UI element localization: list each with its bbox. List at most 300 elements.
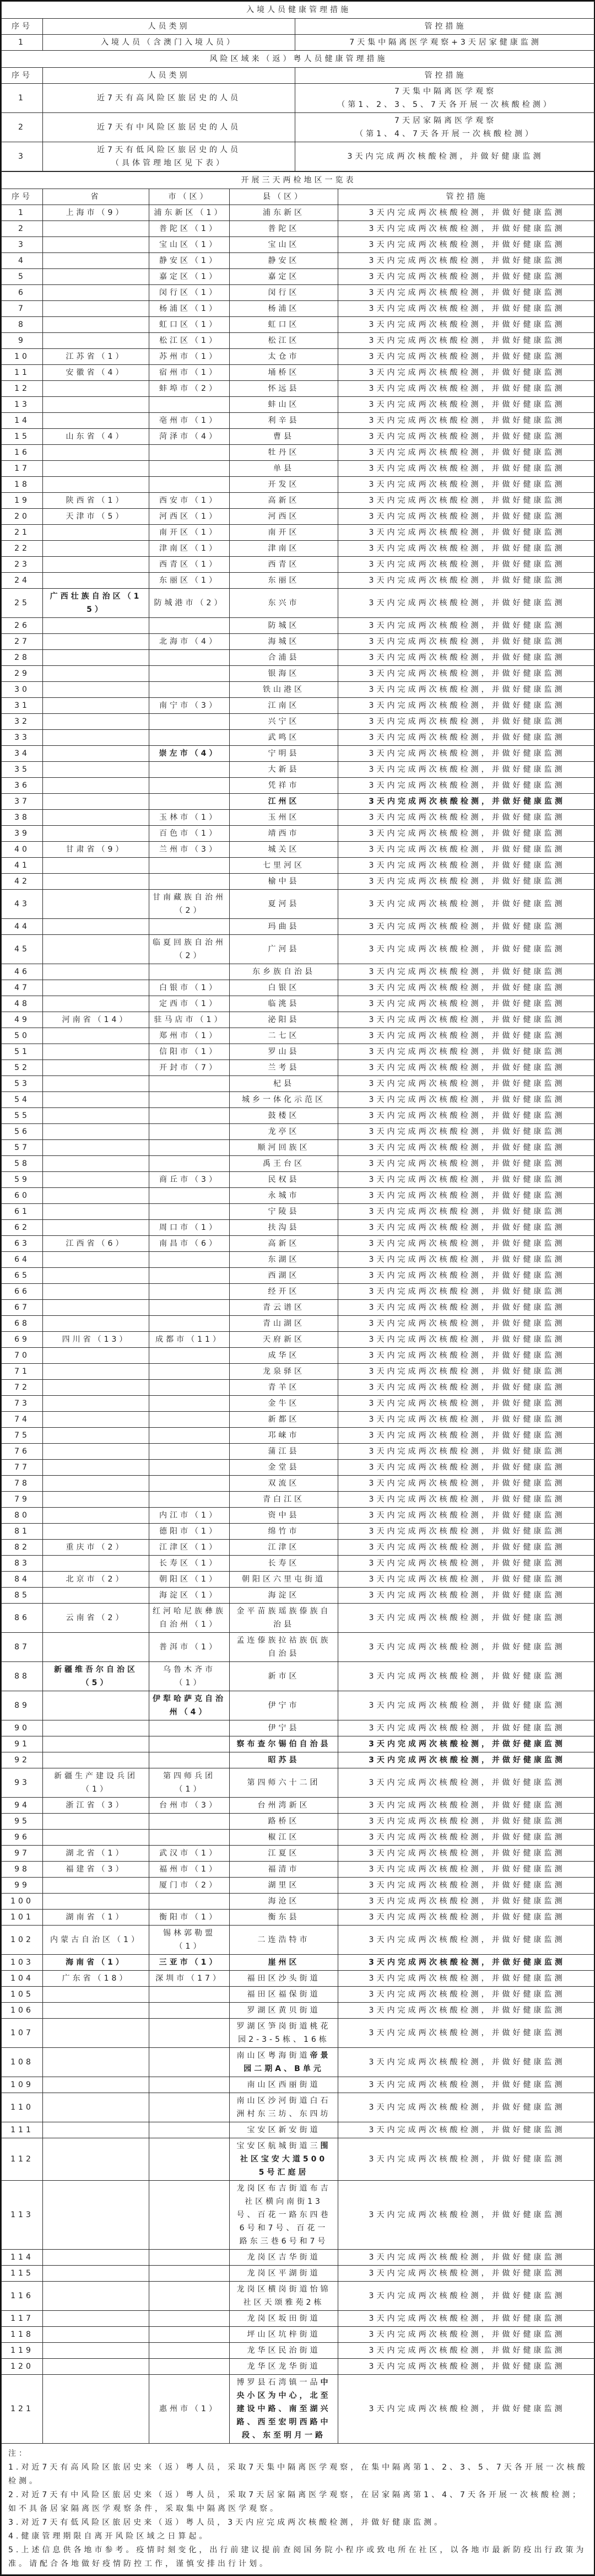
table-row xyxy=(2,1492,595,1508)
measure-cell: 3天内完成两次核酸检测，并做好健康监测 xyxy=(338,445,595,461)
seq-cell: 83 xyxy=(2,1556,43,1572)
seq-cell: 11 xyxy=(2,365,43,381)
city-cell: 白银市（1） xyxy=(149,980,230,996)
table-row xyxy=(2,2311,595,2327)
table-row xyxy=(2,1588,595,1604)
county-cell xyxy=(230,1268,338,1284)
county-text: 龙泉驿区 xyxy=(263,1367,305,1376)
province-cell xyxy=(43,1204,149,1220)
county-text: 福田区福保街道 xyxy=(247,1990,321,1999)
measure-cell: 3天内完成两次核酸检测，并做好健康监测 xyxy=(338,666,595,682)
measure-cell: 3天内完成两次核酸检测，并做好健康监测 xyxy=(338,493,595,509)
table-row xyxy=(2,205,595,221)
measure-cell: 3天内完成两次核酸检测，并做好健康监测 xyxy=(338,634,595,650)
county-text: 合浦县 xyxy=(268,653,300,662)
county-text: 龙岗区平湖街道 xyxy=(247,2269,321,2278)
county-cell xyxy=(230,2181,338,2250)
measure-line: 7天居家隔离医学观察 xyxy=(299,114,592,127)
seq-cell: 36 xyxy=(2,778,43,794)
county-text: 资中县 xyxy=(268,1511,300,1520)
seq-cell: 69 xyxy=(2,1332,43,1348)
county-text: 扶沟县 xyxy=(268,1223,300,1232)
note-item: 5.上述信息供各地市参考。疫情时刻变化，出行前建议提前查阅国务院小程序或致电所在社区，以各地市最新防疫出行政策为准。请配合各地做好疫情防控工作，谨慎安排出行计划。 xyxy=(8,2543,589,2571)
province-cell xyxy=(43,1444,149,1460)
table-row xyxy=(2,285,595,301)
province-cell xyxy=(43,2019,149,2048)
county-cell xyxy=(230,1060,338,1076)
table-row xyxy=(2,1092,595,1108)
city-cell xyxy=(149,1752,230,1768)
category-cell xyxy=(43,113,295,142)
city-cell: 玉林市（1） xyxy=(149,810,230,826)
county-cell xyxy=(230,205,338,221)
county-text: 成华区 xyxy=(268,1351,300,1360)
province-cell xyxy=(43,397,149,413)
province-cell xyxy=(43,381,149,397)
measure-cell: 3天内完成两次核酸检测，并做好健康监测 xyxy=(338,221,595,237)
seq-cell: 25 xyxy=(2,589,43,618)
measure-cell: 3天内完成两次核酸检测，并做好健康监测 xyxy=(338,525,595,541)
province-cell xyxy=(43,2327,149,2343)
seq-cell: 8 xyxy=(2,317,43,333)
city-cell xyxy=(149,1736,230,1752)
seq-cell: 87 xyxy=(2,1633,43,1662)
city-cell: 杨浦区（1） xyxy=(149,301,230,317)
table-row xyxy=(2,429,595,445)
seq-cell: 21 xyxy=(2,525,43,541)
measure-cell: 3天内完成两次核酸检测，并做好健康监测 xyxy=(338,874,595,890)
measure-cell: 3天内完成两次核酸检测，并做好健康监测 xyxy=(338,1300,595,1316)
seq-cell: 56 xyxy=(2,1124,43,1140)
county-text: 兰考县 xyxy=(268,1063,300,1072)
seq-cell: 64 xyxy=(2,1252,43,1268)
county-cell xyxy=(230,269,338,285)
county-text: 防城区 xyxy=(268,621,300,630)
measure-cell: 3天内完成两次核酸检测，并做好健康监测 xyxy=(338,349,595,365)
province-cell xyxy=(43,1633,149,1662)
measure-cell: 3天内完成两次核酸检测，并做好健康监测 xyxy=(338,1971,595,1987)
table-row xyxy=(2,1955,595,1971)
table-row xyxy=(2,365,595,381)
measure-cell: 3天内完成两次核酸检测，并做好健康监测 xyxy=(338,1524,595,1540)
measure-cell: 3天内完成两次核酸检测，并做好健康监测 xyxy=(338,2048,595,2077)
table-row xyxy=(2,493,595,509)
county-cell xyxy=(230,1332,338,1348)
city-cell: 普陀区（1） xyxy=(149,221,230,237)
seq-cell: 116 xyxy=(2,2282,43,2311)
city-cell xyxy=(149,2019,230,2048)
province-cell xyxy=(43,858,149,874)
measure-cell: 3天内完成两次核酸检测，并做好健康监测 xyxy=(338,2138,595,2181)
table-row xyxy=(2,874,595,890)
table-row xyxy=(2,509,595,525)
province-cell xyxy=(43,301,149,317)
table-row xyxy=(2,1028,595,1044)
province-cell: 江西省（6） xyxy=(43,1236,149,1252)
city-cell: 长寿区（1） xyxy=(149,1556,230,1572)
measure-cell: 3天内完成两次核酸检测，并做好健康监测 xyxy=(338,1798,595,1814)
table-row xyxy=(2,1444,595,1460)
seq-cell: 118 xyxy=(2,2327,43,2343)
seq-cell: 71 xyxy=(2,1364,43,1380)
seq-cell: 65 xyxy=(2,1268,43,1284)
county-cell xyxy=(230,2019,338,2048)
measure-cell: 3天内完成两次核酸检测，并做好健康监测 xyxy=(338,589,595,618)
city-cell xyxy=(149,1268,230,1284)
county-text: 蒲江县 xyxy=(268,1447,300,1456)
seq-cell: 49 xyxy=(2,1012,43,1028)
measure-cell: 3天内完成两次核酸检测，并做好健康监测 xyxy=(338,1316,595,1332)
county-text-bold: 中央小区为中心，北至建设中路、南至湖兴路、西至宏明西路中段、东至明月一路 xyxy=(237,2378,331,2440)
table-row xyxy=(2,698,595,714)
county-text: 太仓市 xyxy=(268,352,300,361)
county-cell xyxy=(230,1028,338,1044)
province-cell xyxy=(43,1396,149,1412)
table-row xyxy=(2,996,595,1012)
seq-cell: 26 xyxy=(2,618,43,634)
table-row xyxy=(2,714,595,730)
seq-cell: 58 xyxy=(2,1156,43,1172)
seq-cell: 19 xyxy=(2,493,43,509)
county-cell xyxy=(230,397,338,413)
county-text: 利辛县 xyxy=(268,416,300,425)
city-cell: 甘南藏族自治州（2） xyxy=(149,890,230,919)
county-cell xyxy=(230,964,338,980)
province-cell xyxy=(43,2266,149,2282)
province-cell xyxy=(43,1556,149,1572)
county-cell xyxy=(230,919,338,935)
province-cell xyxy=(43,221,149,237)
table-row xyxy=(2,1268,595,1284)
city-cell xyxy=(149,1300,230,1316)
province-cell xyxy=(43,1691,149,1720)
measure-cell: 3天内完成两次核酸检测，并做好健康监测 xyxy=(338,1862,595,1878)
county-text: 青羊区 xyxy=(268,1383,300,1392)
table-row xyxy=(2,1428,595,1444)
city-cell xyxy=(149,1894,230,1910)
county-text: 嘉定区 xyxy=(268,272,300,281)
measure-cell: 3天内完成两次核酸检测，并做好健康监测 xyxy=(338,1044,595,1060)
measure-cell: 3天内完成两次核酸检测，并做好健康监测 xyxy=(338,810,595,826)
county-cell xyxy=(230,2359,338,2375)
measure-cell: 3天内完成两次核酸检测，并做好健康监测 xyxy=(338,1092,595,1108)
city-cell xyxy=(149,2359,230,2375)
measure-cell: 3天内完成两次核酸检测，并做好健康监测 xyxy=(338,762,595,778)
county-text: 南山区沙河街道白石洲村东三坊、东四坊 xyxy=(237,2096,331,2118)
seq-cell: 78 xyxy=(2,1476,43,1492)
table-row xyxy=(2,762,595,778)
measure-cell: 3天内完成两次核酸检测，并做好健康监测 xyxy=(338,1878,595,1894)
seq-cell: 63 xyxy=(2,1236,43,1252)
city-cell: 西安市（1） xyxy=(149,493,230,509)
county-cell xyxy=(230,1316,338,1332)
county-text: 青山湖区 xyxy=(263,1319,305,1328)
county-text: 松江区 xyxy=(268,336,300,345)
county-cell xyxy=(230,810,338,826)
measure-cell: 3天内完成两次核酸检测，并做好健康监测 xyxy=(338,365,595,381)
header-category: 人员类别 xyxy=(43,19,295,35)
seq-cell: 81 xyxy=(2,1524,43,1540)
measure-cell: 3天内完成两次核酸检测，并做好健康监测 xyxy=(338,618,595,634)
measure-cell: 3天内完成两次核酸检测，并做好健康监测 xyxy=(338,682,595,698)
table-row xyxy=(2,2138,595,2181)
measure-cell: 3天内完成两次核酸检测，并做好健康监测 xyxy=(338,1204,595,1220)
measure-cell: 3天内完成两次核酸检测，并做好健康监测 xyxy=(338,1028,595,1044)
city-cell xyxy=(149,2282,230,2311)
province-cell: 四川省（13） xyxy=(43,1332,149,1348)
note-item: 1.对近7天有高风险区旅居史来（返）粤人员，采取7天集中隔离医学观察，在集中隔离第1、2、3、5、7天各开展一次核酸检测。 xyxy=(8,2461,589,2488)
measure-cell: 3天内完成两次核酸检测，并做好健康监测 xyxy=(338,2003,595,2019)
table-row xyxy=(2,778,595,794)
seq-cell: 88 xyxy=(2,1662,43,1691)
province-cell xyxy=(43,650,149,666)
header-seq: 序号 xyxy=(2,19,43,35)
city-cell: 临夏回族自治州（2） xyxy=(149,935,230,964)
seq-cell: 1 xyxy=(2,84,43,113)
county-cell xyxy=(230,1380,338,1396)
seq-cell: 54 xyxy=(2,1092,43,1108)
county-text: 湖里区 xyxy=(268,1881,300,1890)
province-cell: 福建省（3） xyxy=(43,1862,149,1878)
county-text: 长寿区 xyxy=(268,1559,300,1568)
city-cell xyxy=(149,1396,230,1412)
seq-cell: 14 xyxy=(2,413,43,429)
county-cell xyxy=(230,1524,338,1540)
category-line: 近7天有低风险区旅居史的人员 xyxy=(46,143,291,157)
county-cell xyxy=(230,461,338,477)
province-cell xyxy=(43,1172,149,1188)
county-text: 城乡一体化示范区 xyxy=(242,1095,326,1104)
county-cell xyxy=(230,2327,338,2343)
city-cell xyxy=(149,1348,230,1364)
measure-cell: 3天内完成两次核酸检测，并做好健康监测 xyxy=(338,237,595,253)
table-row xyxy=(2,461,595,477)
county-cell xyxy=(230,1220,338,1236)
measure-cell: 3天内完成两次核酸检测，并做好健康监测 xyxy=(338,2327,595,2343)
measure-cell: 3天内完成两次核酸检测，并做好健康监测 xyxy=(338,1124,595,1140)
county-text: 河西区 xyxy=(268,512,300,521)
measure-cell: 3天内完成两次核酸检测，并做好健康监测 xyxy=(338,573,595,589)
seq-cell: 4 xyxy=(2,253,43,269)
city-cell xyxy=(149,874,230,890)
county-text: 绵竹市 xyxy=(268,1527,300,1536)
notes-label: 注： xyxy=(8,2447,589,2461)
measure-cell: 3天内完成两次核酸检测，并做好健康监测 xyxy=(338,1720,595,1736)
province-cell: 湖南省（1） xyxy=(43,1910,149,1926)
county-cell xyxy=(230,1044,338,1060)
county-cell xyxy=(230,1236,338,1252)
city-cell: 商丘市（3） xyxy=(149,1172,230,1188)
seq-cell: 100 xyxy=(2,1894,43,1910)
seq-cell: 48 xyxy=(2,996,43,1012)
seq-cell: 2 xyxy=(2,113,43,142)
county-cell xyxy=(230,1971,338,1987)
city-cell xyxy=(149,2327,230,2343)
table-row xyxy=(2,1524,595,1540)
county-cell xyxy=(230,1492,338,1508)
measure-detail: （第1、2、3、5、7天各开展一次核酸检测） xyxy=(299,98,592,111)
seq-cell: 34 xyxy=(2,746,43,762)
table-row xyxy=(2,573,595,589)
city-cell xyxy=(149,1444,230,1460)
seq-cell: 70 xyxy=(2,1348,43,1364)
city-cell xyxy=(149,650,230,666)
city-cell: 朝阳区（1） xyxy=(149,1572,230,1588)
header-city: 市（区） xyxy=(149,189,230,205)
county-text: 城关区 xyxy=(268,845,300,854)
city-cell: 内江市（1） xyxy=(149,1508,230,1524)
province-cell xyxy=(43,666,149,682)
county-cell xyxy=(230,1412,338,1428)
seq-cell: 10 xyxy=(2,349,43,365)
inbound-table-title: 入境人员健康管理措施 xyxy=(2,2,595,19)
measure-cell: 3天内完成两次核酸检测，并做好健康监测 xyxy=(338,2375,595,2444)
measure-cell: 3天内完成两次核酸检测，并做好健康监测 xyxy=(338,301,595,317)
county-cell xyxy=(230,1894,338,1910)
city-cell xyxy=(149,1188,230,1204)
county-text: 伊宁县 xyxy=(268,1724,300,1733)
table-row xyxy=(2,557,595,573)
table-row xyxy=(2,253,595,269)
county-cell xyxy=(230,1124,338,1140)
table-row xyxy=(2,1300,595,1316)
seq-cell: 97 xyxy=(2,1846,43,1862)
province-cell xyxy=(43,477,149,493)
city-cell: 深圳市（17） xyxy=(149,1971,230,1987)
county-cell xyxy=(230,1752,338,1768)
measure-cell: 3天内完成两次核酸检测，并做好健康监测 xyxy=(338,317,595,333)
category-note: （具体管理地区见下表） xyxy=(46,157,291,170)
province-cell xyxy=(43,1092,149,1108)
measure-cell: 3天内完成两次核酸检测，并做好健康监测 xyxy=(338,2122,595,2138)
seq-cell: 57 xyxy=(2,1140,43,1156)
county-cell xyxy=(230,509,338,525)
province-cell xyxy=(43,445,149,461)
province-cell xyxy=(43,413,149,429)
table-row xyxy=(2,525,595,541)
note-item: 3.对近7天有低风险区旅居史来（返）粤人员，3天内应完成两次核酸检测，并做好健康监测。 xyxy=(8,2516,589,2530)
province-cell xyxy=(43,1364,149,1380)
measure-cell: 3天内完成两次核酸检测，并做好健康监测 xyxy=(338,1396,595,1412)
city-cell xyxy=(149,2181,230,2250)
county-text: 西青区 xyxy=(268,560,300,569)
table-row xyxy=(2,1691,595,1720)
table-row xyxy=(2,2327,595,2343)
province-cell xyxy=(43,461,149,477)
measure-cell: 3天内完成两次核酸检测，并做好健康监测 xyxy=(338,826,595,842)
county-text: 二七区 xyxy=(268,1031,300,1040)
measure-cell: 3天内完成两次核酸检测，并做好健康监测 xyxy=(338,541,595,557)
province-cell: 山东省（4） xyxy=(43,429,149,445)
province-cell xyxy=(43,794,149,810)
county-text: 江津区 xyxy=(268,1543,300,1552)
county-cell xyxy=(230,1662,338,1691)
county-cell xyxy=(230,650,338,666)
seq-cell: 95 xyxy=(2,1814,43,1830)
county-cell xyxy=(230,634,338,650)
table-row xyxy=(2,730,595,746)
city-cell: 崇左市（4） xyxy=(149,746,230,762)
county-text: 龙岗区吉华街道 xyxy=(247,2253,321,2262)
county-cell xyxy=(230,1108,338,1124)
county-text: 广河县 xyxy=(268,945,300,954)
city-cell: 成都市（11） xyxy=(149,1332,230,1348)
seq-cell: 44 xyxy=(2,919,43,935)
city-cell: 宿州市（1） xyxy=(149,365,230,381)
table-row xyxy=(2,317,595,333)
table-row xyxy=(2,2093,595,2122)
county-cell xyxy=(230,221,338,237)
county-text: 罗山县 xyxy=(268,1047,300,1056)
table-row xyxy=(2,618,595,634)
table-row xyxy=(2,1236,595,1252)
header-seq: 序号 xyxy=(2,189,43,205)
county-text: 闵行区 xyxy=(268,288,300,297)
province-cell xyxy=(43,237,149,253)
county-text: 椒江区 xyxy=(268,1833,300,1842)
city-cell xyxy=(149,1092,230,1108)
province-cell xyxy=(43,2181,149,2250)
measure-cell: 3天内完成两次核酸检测，并做好健康监测 xyxy=(338,381,595,397)
seq-cell: 107 xyxy=(2,2019,43,2048)
seq-cell: 41 xyxy=(2,858,43,874)
city-cell xyxy=(149,1284,230,1300)
seq-cell: 110 xyxy=(2,2093,43,2122)
county-cell xyxy=(230,1300,338,1316)
three-day-test-table xyxy=(1,171,595,2575)
table-row xyxy=(2,1060,595,1076)
county-cell xyxy=(230,493,338,509)
seq-cell: 77 xyxy=(2,1460,43,1476)
city-cell xyxy=(149,794,230,810)
table-row xyxy=(2,2343,595,2359)
measure-cell: 3天内完成两次核酸检测，并做好健康监测 xyxy=(338,1926,595,1955)
seq-cell: 93 xyxy=(2,1768,43,1798)
city-cell: 普洱市（1） xyxy=(149,1633,230,1662)
province-cell xyxy=(43,762,149,778)
city-cell: 南开区（1） xyxy=(149,525,230,541)
province-cell xyxy=(43,317,149,333)
table-row xyxy=(2,842,595,858)
measure-cell: 3天内完成两次核酸检测，并做好健康监测 xyxy=(338,778,595,794)
county-cell xyxy=(230,2003,338,2019)
table-row xyxy=(2,2003,595,2019)
county-cell xyxy=(230,1156,338,1172)
seq-cell: 29 xyxy=(2,666,43,682)
note-item: 2.对近7天有中风险区旅居史来（返）粤人员，采取7天居家隔离医学观察，在居家隔离第1、4、7天各开展一次核酸检测；如不具备居家隔离医学观察条件，采取集中隔离医学观察。 xyxy=(8,2488,589,2516)
seq-cell: 90 xyxy=(2,1720,43,1736)
measure-cell xyxy=(295,113,595,142)
seq-cell: 50 xyxy=(2,1028,43,1044)
table-row xyxy=(2,333,595,349)
city-cell xyxy=(149,2138,230,2181)
city-cell xyxy=(149,1460,230,1476)
measure-cell: 3天内完成两次核酸检测，并做好健康监测 xyxy=(338,2093,595,2122)
province-cell xyxy=(43,810,149,826)
province-cell xyxy=(43,1814,149,1830)
table-row xyxy=(2,301,595,317)
city-cell xyxy=(149,2250,230,2266)
seq-cell: 105 xyxy=(2,1987,43,2003)
table-row xyxy=(2,1633,595,1662)
county-text: 武鸣区 xyxy=(268,733,300,742)
province-cell xyxy=(43,1894,149,1910)
county-cell xyxy=(230,2138,338,2181)
city-cell: 虹口区（1） xyxy=(149,317,230,333)
measure-cell: 3天内完成两次核酸检测，并做好健康监测 xyxy=(338,1284,595,1300)
measure-cell: 3天内完成两次核酸检测，并做好健康监测 xyxy=(338,1188,595,1204)
county-text: 高新区 xyxy=(268,1239,300,1248)
